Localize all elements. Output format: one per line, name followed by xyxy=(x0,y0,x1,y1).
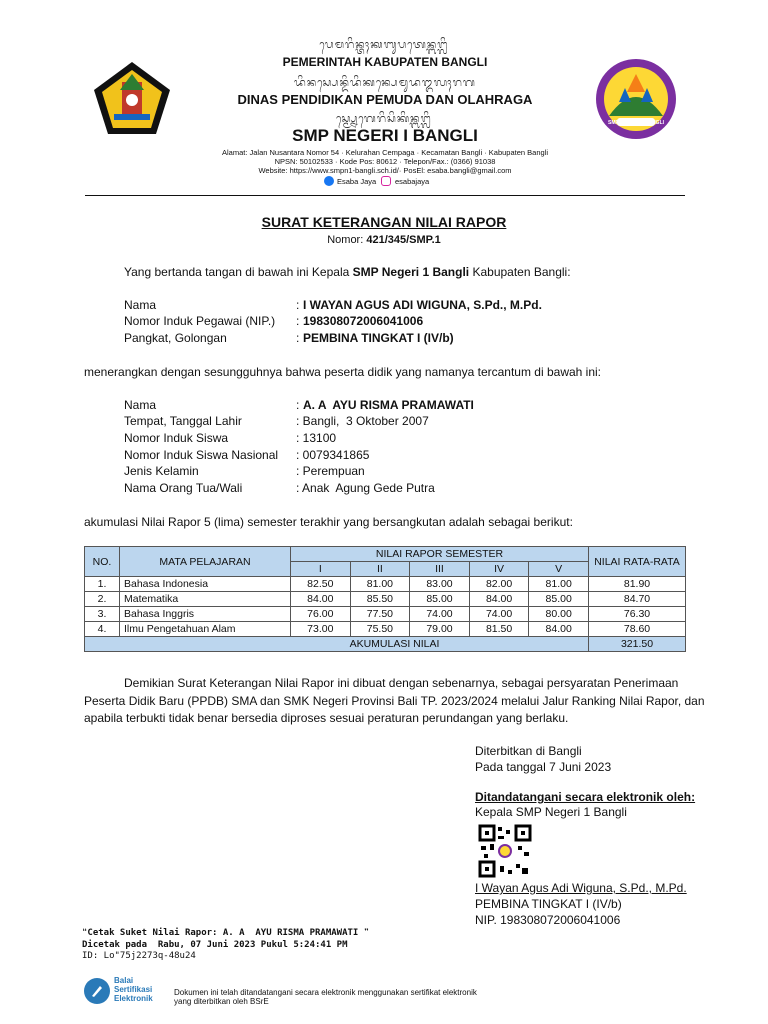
row-average: 76.30 xyxy=(589,607,686,622)
table-row xyxy=(85,577,686,592)
letterhead xyxy=(0,0,768,200)
row-s5: 85.00 xyxy=(529,592,589,607)
school-npsn: NPSN: 50102533 · Kode Pos: 80612 · Telepon/Fax.: (0366) 91038 xyxy=(274,157,496,166)
esign-label: Ditandatangani secara elektronik oleh: xyxy=(475,790,696,804)
social-links xyxy=(324,176,484,188)
row-s4: 81.50 xyxy=(469,622,529,637)
col-header-no: NO. xyxy=(85,547,120,577)
table-row xyxy=(85,592,686,607)
row-no: 2. xyxy=(85,592,120,607)
print-id: ID: Lo"75j2273q-48u24 xyxy=(82,951,196,961)
row-no: 1. xyxy=(85,577,120,592)
row-s2: 85.50 xyxy=(350,592,410,607)
signer-nip: NIP. 198308072006041006 xyxy=(475,913,621,927)
intro-sentence xyxy=(124,265,571,279)
bsre-logo-line-3: Elektronik xyxy=(114,994,153,1003)
signer-nip-value: 198308072006041006 xyxy=(303,314,424,328)
student-nis-text: 13100 xyxy=(302,431,337,445)
school-logo-caption: SMP NEGERI 1 BANGLI xyxy=(607,120,665,126)
number-label: Nomor: xyxy=(327,234,364,246)
student-nis-value: : 13100 xyxy=(296,431,337,445)
school-address: Alamat: Jalan Nusantara Nomor 54 · Kelurahan Cempaga · Kecamatan Bangli · Kabupaten Bangli xyxy=(221,148,549,157)
print-title: ❝Cetak Suket Nilai Rapor: A. A AYU RISMA PRAMAWATI ❞ xyxy=(82,928,370,938)
student-nis-label: Nomor Induk Siswa xyxy=(124,431,229,445)
signer-rank-colon: : xyxy=(296,331,300,345)
balinese-script-line-1: ᬧᬾᬫᬭᬶᬦ᭄ᬢᬄᬓᬩᬸᬧᬢᬾᬦ᭄ᬩᬗ᭄ᬮᬶ xyxy=(319,38,451,51)
balinese-script-line-3: ᬲ᭄ᬫ᭄ᬧ᭄ᬦᬾᬕᬾᬭᬶᬲᬶᬓᬶᬦ᭄ᬩᬗ᭄ᬮᬶ xyxy=(336,112,434,125)
bsre-logo-line-1: Balai xyxy=(114,976,134,985)
balinese-script-line-2: ᬤᬶᬦᬲ᭄ᬧᬾᬦ᭄ᬤᬶᬤᬶᬓᬦ᭄ᬧᬾᬫᬸᬤᬑᬮᬄᬭᬕ xyxy=(294,76,476,89)
student-gender-label: Jenis Kelamin xyxy=(124,464,199,478)
document-title: SURAT KETERANGAN NILAI RAPOR xyxy=(261,214,507,230)
bsre-notice-line-1: Dokumen ini telah ditandatangani secara elektronik menggunakan sertifikat elektronik xyxy=(174,988,477,997)
col-header-subject: MATA PELAJARAN xyxy=(120,547,291,577)
closing-line-3: apabila terbukti tidak benar bersedia diproses sesuai peraturan perundangan yang berlaku. xyxy=(84,711,569,725)
student-name-label: Nama xyxy=(124,398,157,412)
row-s3: 79.00 xyxy=(410,622,470,637)
semester-3-header: III xyxy=(410,562,470,577)
closing-line-1: Demikian Surat Keterangan Nilai Rapor ini dibuat dengan sebenarnya, sebagai persyaratan Penerimaan xyxy=(124,676,679,690)
issued-date: Pada tanggal 7 Juni 2023 xyxy=(475,760,612,774)
facebook-icon xyxy=(324,176,334,186)
school-name: SMP NEGERI I BANGLI xyxy=(292,126,478,145)
signer-name-value: I WAYAN AGUS ADI WIGUNA, S.Pd., M.Pd. xyxy=(303,298,542,312)
grades-table xyxy=(84,546,686,652)
student-nisn-text: 0079341865 xyxy=(302,448,370,462)
student-birth-text: Bangli, 3 Oktober 2007 xyxy=(302,414,429,428)
student-parent-label: Nama Orang Tua/Wali xyxy=(124,481,243,495)
signature-qr-code xyxy=(478,824,532,878)
signer-nip-colon: : xyxy=(296,314,300,328)
row-average: 81.90 xyxy=(589,577,686,592)
letterhead-divider xyxy=(85,195,685,196)
row-s4: 84.00 xyxy=(469,592,529,607)
row-s1: 76.00 xyxy=(291,607,351,622)
student-name-colon: : xyxy=(296,398,300,412)
intro-school: SMP Negeri 1 Bangli xyxy=(352,265,470,279)
accumulation-value: 321.50 xyxy=(589,637,686,652)
table-row xyxy=(85,607,686,622)
row-subject: Ilmu Pengetahuan Alam xyxy=(120,622,291,637)
semester-2-header: II xyxy=(350,562,410,577)
department-name: DINAS PENDIDIKAN PEMUDA DAN OLAHRAGA xyxy=(237,92,533,107)
signer-rank-label: Pangkat, Golongan xyxy=(124,331,227,345)
document-number xyxy=(0,234,768,246)
intro-post: Kabupaten Bangli: xyxy=(472,265,571,279)
number-value: 421/345/SMP.1 xyxy=(366,234,441,246)
row-subject: Matematika xyxy=(120,592,291,607)
issued-place: Diterbitkan di Bangli xyxy=(475,744,582,758)
row-s3: 74.00 xyxy=(410,607,470,622)
row-s2: 77.50 xyxy=(350,607,410,622)
row-no: 3. xyxy=(85,607,120,622)
instagram-handle: esabajaya xyxy=(395,177,430,186)
signer-rank-value: PEMBINA TINGKAT I (IV/b) xyxy=(303,331,454,345)
print-date: Dicetak pada Rabu, 07 Juni 2023 Pukul 5:24:41 PM xyxy=(82,940,348,950)
row-s5: 84.00 xyxy=(529,622,589,637)
student-parent-value: : Anak Agung Gede Putra xyxy=(296,481,435,495)
semester-1-header: I xyxy=(291,562,351,577)
signer-fullname: I Wayan Agus Adi Wiguna, S.Pd., M.Pd. xyxy=(475,881,687,895)
row-s3: 85.00 xyxy=(410,592,470,607)
student-gender-value: : Perempuan xyxy=(296,464,365,478)
smp-negeri-1-bangli-logo xyxy=(595,58,677,140)
student-nisn-value: : 0079341865 xyxy=(296,448,370,462)
row-s4: 82.00 xyxy=(469,577,529,592)
student-nisn-label: Nomor Induk Siswa Nasional xyxy=(124,448,279,462)
signer-rank: PEMBINA TINGKAT I (IV/b) xyxy=(475,897,622,911)
row-subject: Bahasa Inggris xyxy=(120,607,291,622)
table-row xyxy=(85,622,686,637)
row-s5: 80.00 xyxy=(529,607,589,622)
student-birth-label: Tempat, Tanggal Lahir xyxy=(124,414,242,428)
row-s1: 73.00 xyxy=(291,622,351,637)
student-name-value: A. A AYU RISMA PRAMAWATI xyxy=(303,398,474,412)
row-s1: 82.50 xyxy=(291,577,351,592)
intro-pre: Yang bertanda tangan di bawah ini Kepala xyxy=(124,265,350,279)
bsre-notice-line-2: yang diterbitkan oleh BSrE xyxy=(174,997,269,1006)
bsre-logo xyxy=(84,976,174,1008)
statement: menerangkan dengan sesungguhnya bahwa peserta didik yang namanya tercantum di bawah ini: xyxy=(84,365,602,379)
row-subject: Bahasa Indonesia xyxy=(120,577,291,592)
semester-5-header: V xyxy=(529,562,589,577)
school-website: Website: https://www.smpn1-bangli.sch.id/· PosEl: esaba.bangli@gmail.com xyxy=(258,166,512,175)
row-s5: 81.00 xyxy=(529,577,589,592)
signer-nip-label: Nomor Induk Pegawai (NIP.) xyxy=(124,314,276,328)
semester-4-header: IV xyxy=(469,562,529,577)
government-name: PEMERINTAH KABUPATEN BANGLI xyxy=(282,55,488,69)
signer-name-label: Nama xyxy=(124,298,157,312)
signer-position: Kepala SMP Negeri 1 Bangli xyxy=(475,805,627,819)
closing-line-2: Peserta Didik Baru (PPDB) SMA dan SMK Negeri Provinsi Bali TP. 2023/2024 melalui Jalur Ranking Nilai Rapor, dan xyxy=(84,694,705,708)
row-s2: 75.50 xyxy=(350,622,410,637)
instagram-icon xyxy=(381,176,391,186)
row-average: 84.70 xyxy=(589,592,686,607)
accumulation-row xyxy=(85,637,686,652)
accumulation-sentence: akumulasi Nilai Rapor 5 (lima) semester terakhir yang bersangkutan adalah sebagai berikut: xyxy=(84,515,573,529)
student-birth-value: : Bangli, 3 Oktober 2007 xyxy=(296,414,429,428)
student-gender-text: Perempuan xyxy=(302,464,365,478)
row-s4: 74.00 xyxy=(469,607,529,622)
signer-name-colon: : xyxy=(296,298,300,312)
row-average: 78.60 xyxy=(589,622,686,637)
row-s1: 84.00 xyxy=(291,592,351,607)
student-parent-text: Anak Agung Gede Putra xyxy=(302,481,435,495)
row-s3: 83.00 xyxy=(410,577,470,592)
bangli-regency-crest xyxy=(92,60,172,136)
pen-nib-icon xyxy=(90,984,104,998)
bsre-logo-line-2: Sertifikasi xyxy=(114,985,153,994)
accumulation-label: AKUMULASI NILAI xyxy=(85,637,589,652)
facebook-handle: Esaba Jaya xyxy=(337,177,377,186)
row-no: 4. xyxy=(85,622,120,637)
col-header-semester: NILAI RAPOR SEMESTER xyxy=(291,547,589,562)
row-s2: 81.00 xyxy=(350,577,410,592)
col-header-average: NILAI RATA-RATA xyxy=(589,547,686,577)
